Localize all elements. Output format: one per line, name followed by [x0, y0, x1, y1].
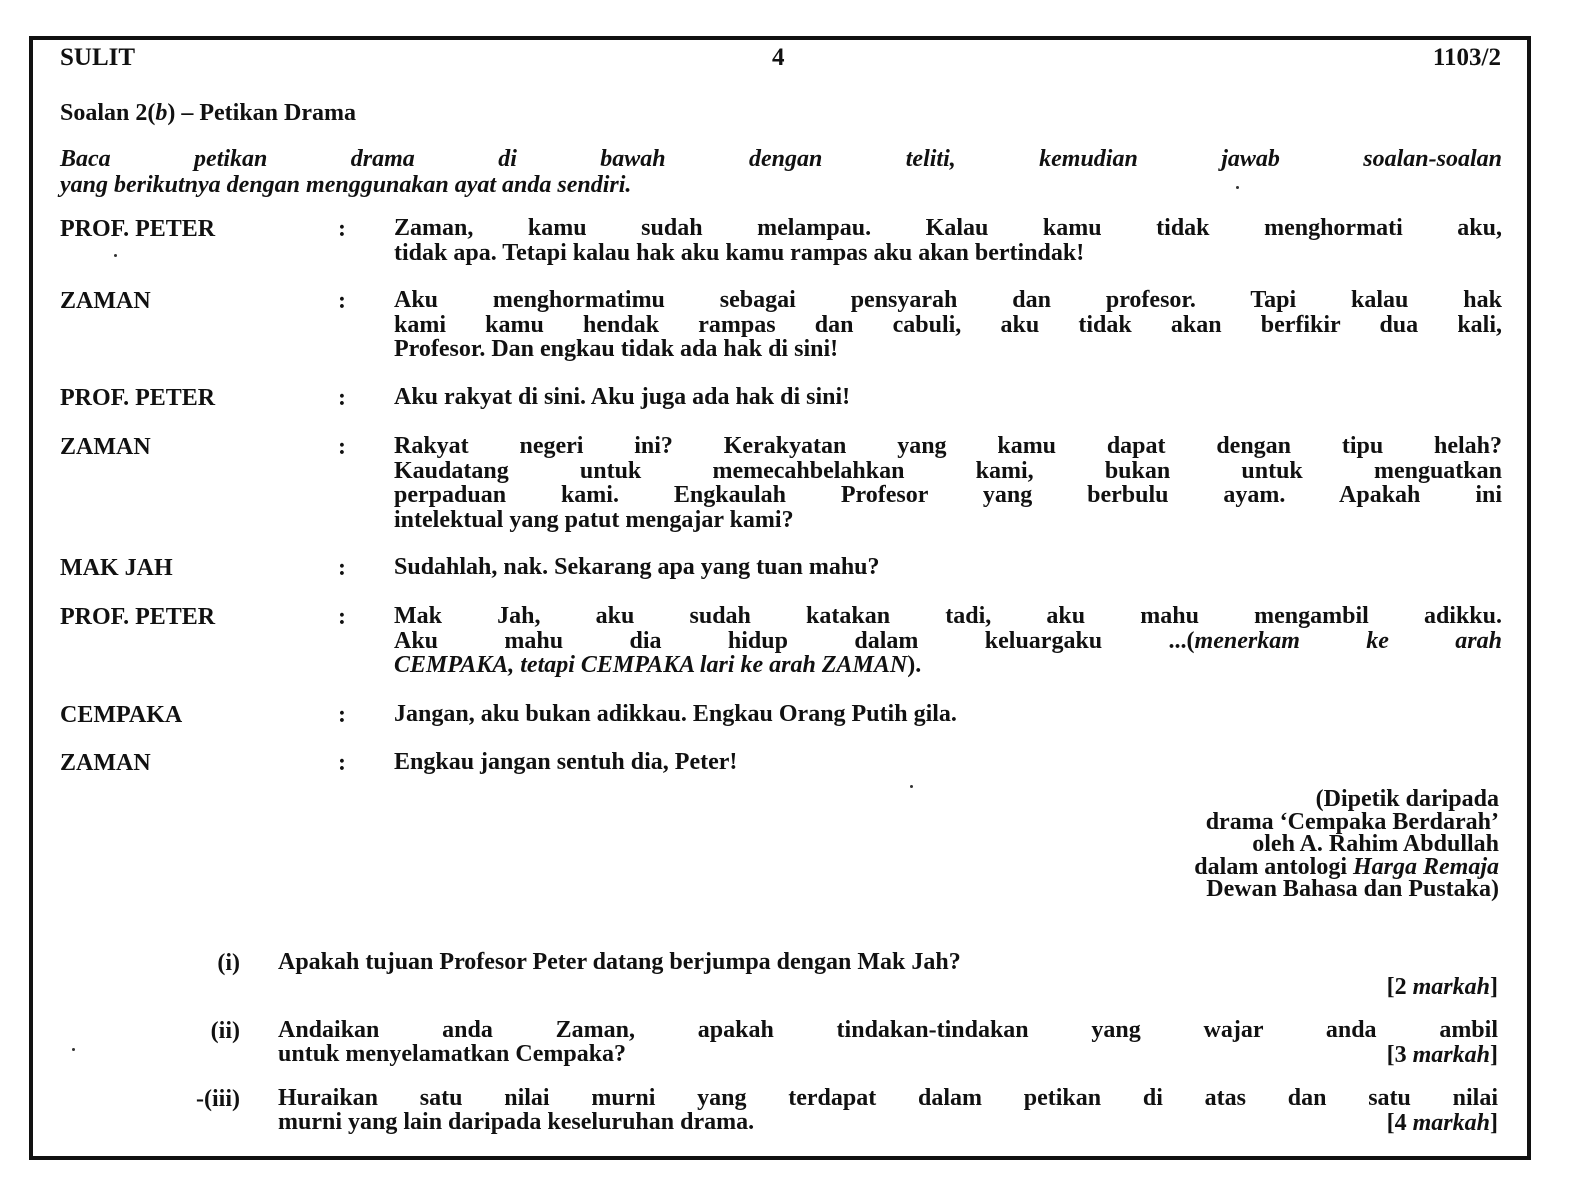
speaker-4: ZAMAN [60, 434, 151, 460]
question-3-marks: [4 markah] [1386, 1110, 1498, 1136]
page-number: 4 [772, 44, 785, 71]
speech-3: Aku rakyat di sini. Aku juga ada hak di sini! [394, 384, 851, 410]
anthology-title: Harga Remaja [1352, 853, 1499, 880]
speech-2: Aku menghormatimu sebagai pensyarah dan profesor. Tapi kalau hak kami kamu hendak rampas dan cabuli, aku tidak akan berfikir dua kali, Profesor. Dan engkau tidak ada hak di sini! [394, 287, 1502, 362]
question-3-number: -(iii) [196, 1086, 240, 1112]
question-2-text: Andaikan anda Zaman, apakah tindakan-tindakan yang wajar anda ambil untuk menyelamatkan Cempaka? [278, 1017, 1498, 1067]
colon-6: : [338, 604, 346, 630]
page-border [29, 36, 1531, 1160]
speech-7: Jangan, aku bukan adikkau. Engkau Orang Putih gila. [394, 701, 957, 727]
scan-speck [72, 1048, 75, 1051]
question-1-marks: [2 markah] [1386, 974, 1498, 1000]
question-2-number: (ii) [210, 1018, 240, 1044]
speaker-8: ZAMAN [60, 750, 151, 776]
colon-8: : [338, 750, 346, 776]
question-3-text: Huraikan satu nilai murni yang terdapat dalam petikan di atas dan satu nilai murni yang lain daripada keseluruhan drama. [278, 1085, 1498, 1135]
paper-code: 1103/2 [1432, 44, 1501, 71]
scan-speck [910, 785, 913, 788]
scan-speck [114, 254, 117, 257]
speech-8: Engkau jangan sentuh dia, Peter! [394, 749, 738, 775]
instructions [60, 146, 1502, 198]
speech-1: Zaman, kamu sudah melampau. Kalau kamu tidak menghormati aku, tidak apa. Tetapi kalau hak aku kamu rampas aku akan bertindak! [394, 215, 1502, 266]
colon-1: : [338, 216, 346, 242]
stage-direction-cont: CEMPAKA, tetapi CEMPAKA lari ke arah ZAMAN [394, 652, 908, 678]
speaker-5: MAK JAH [60, 555, 173, 581]
speech-5: Sudahlah, nak. Sekarang apa yang tuan mahu? [394, 554, 880, 580]
speaker-3: PROF. PETER [60, 385, 216, 411]
question-1-text: Apakah tujuan Profesor Peter datang berjumpa dengan Mak Jah? [278, 949, 961, 975]
stage-direction: menerkam ke arah [1194, 627, 1502, 654]
colon-5: : [338, 555, 346, 581]
instructions-line-1: Baca petikan drama di bawah dengan teliti, kemudian jawab soalan-soalan [60, 146, 1502, 172]
speaker-2: ZAMAN [60, 288, 151, 314]
colon-7: : [338, 702, 346, 728]
speaker-1: PROF. PETER [60, 216, 216, 242]
source-attribution: (Dipetik daripada drama ‘Cempaka Berdarah’ oleh A. Rahim Abdullah dalam antologi Harga Remaja Dewan Bahasa dan Pustaka) [1194, 786, 1499, 902]
colon-2: : [338, 288, 346, 314]
section-title: Soalan 2(b) – Petikan Drama [60, 100, 356, 126]
question-2-marks: [3 markah] [1386, 1042, 1498, 1068]
colon-3: : [338, 385, 346, 411]
speech-4: Rakyat negeri ini? Kerakyatan yang kamu dapat dengan tipu helah? Kaudatang untuk memecahbelahkan kami, bukan untuk menguatkan perpaduan kami. Engkaulah Profesor yang berbulu ayam. Apakah ini intelektual yang patut mengajar kami? [394, 433, 1502, 533]
scan-speck [1236, 186, 1239, 189]
instructions-line-2: yang berikutnya dengan menggunakan ayat anda sendiri. [60, 172, 632, 198]
header-classification: SULIT [60, 44, 136, 71]
speaker-7: CEMPAKA [60, 702, 183, 728]
colon-4: : [338, 434, 346, 460]
speaker-6: PROF. PETER [60, 604, 216, 630]
speech-6: Mak Jah, aku sudah katakan tadi, aku mahu mengambil adikku. Aku mahu dia hidup dalam keluargaku ...(menerkam ke arah CEMPAKA, tetapi CEMPAKA lari ke arah ZAMAN). [394, 603, 1502, 678]
question-1-number: (i) [217, 950, 240, 976]
